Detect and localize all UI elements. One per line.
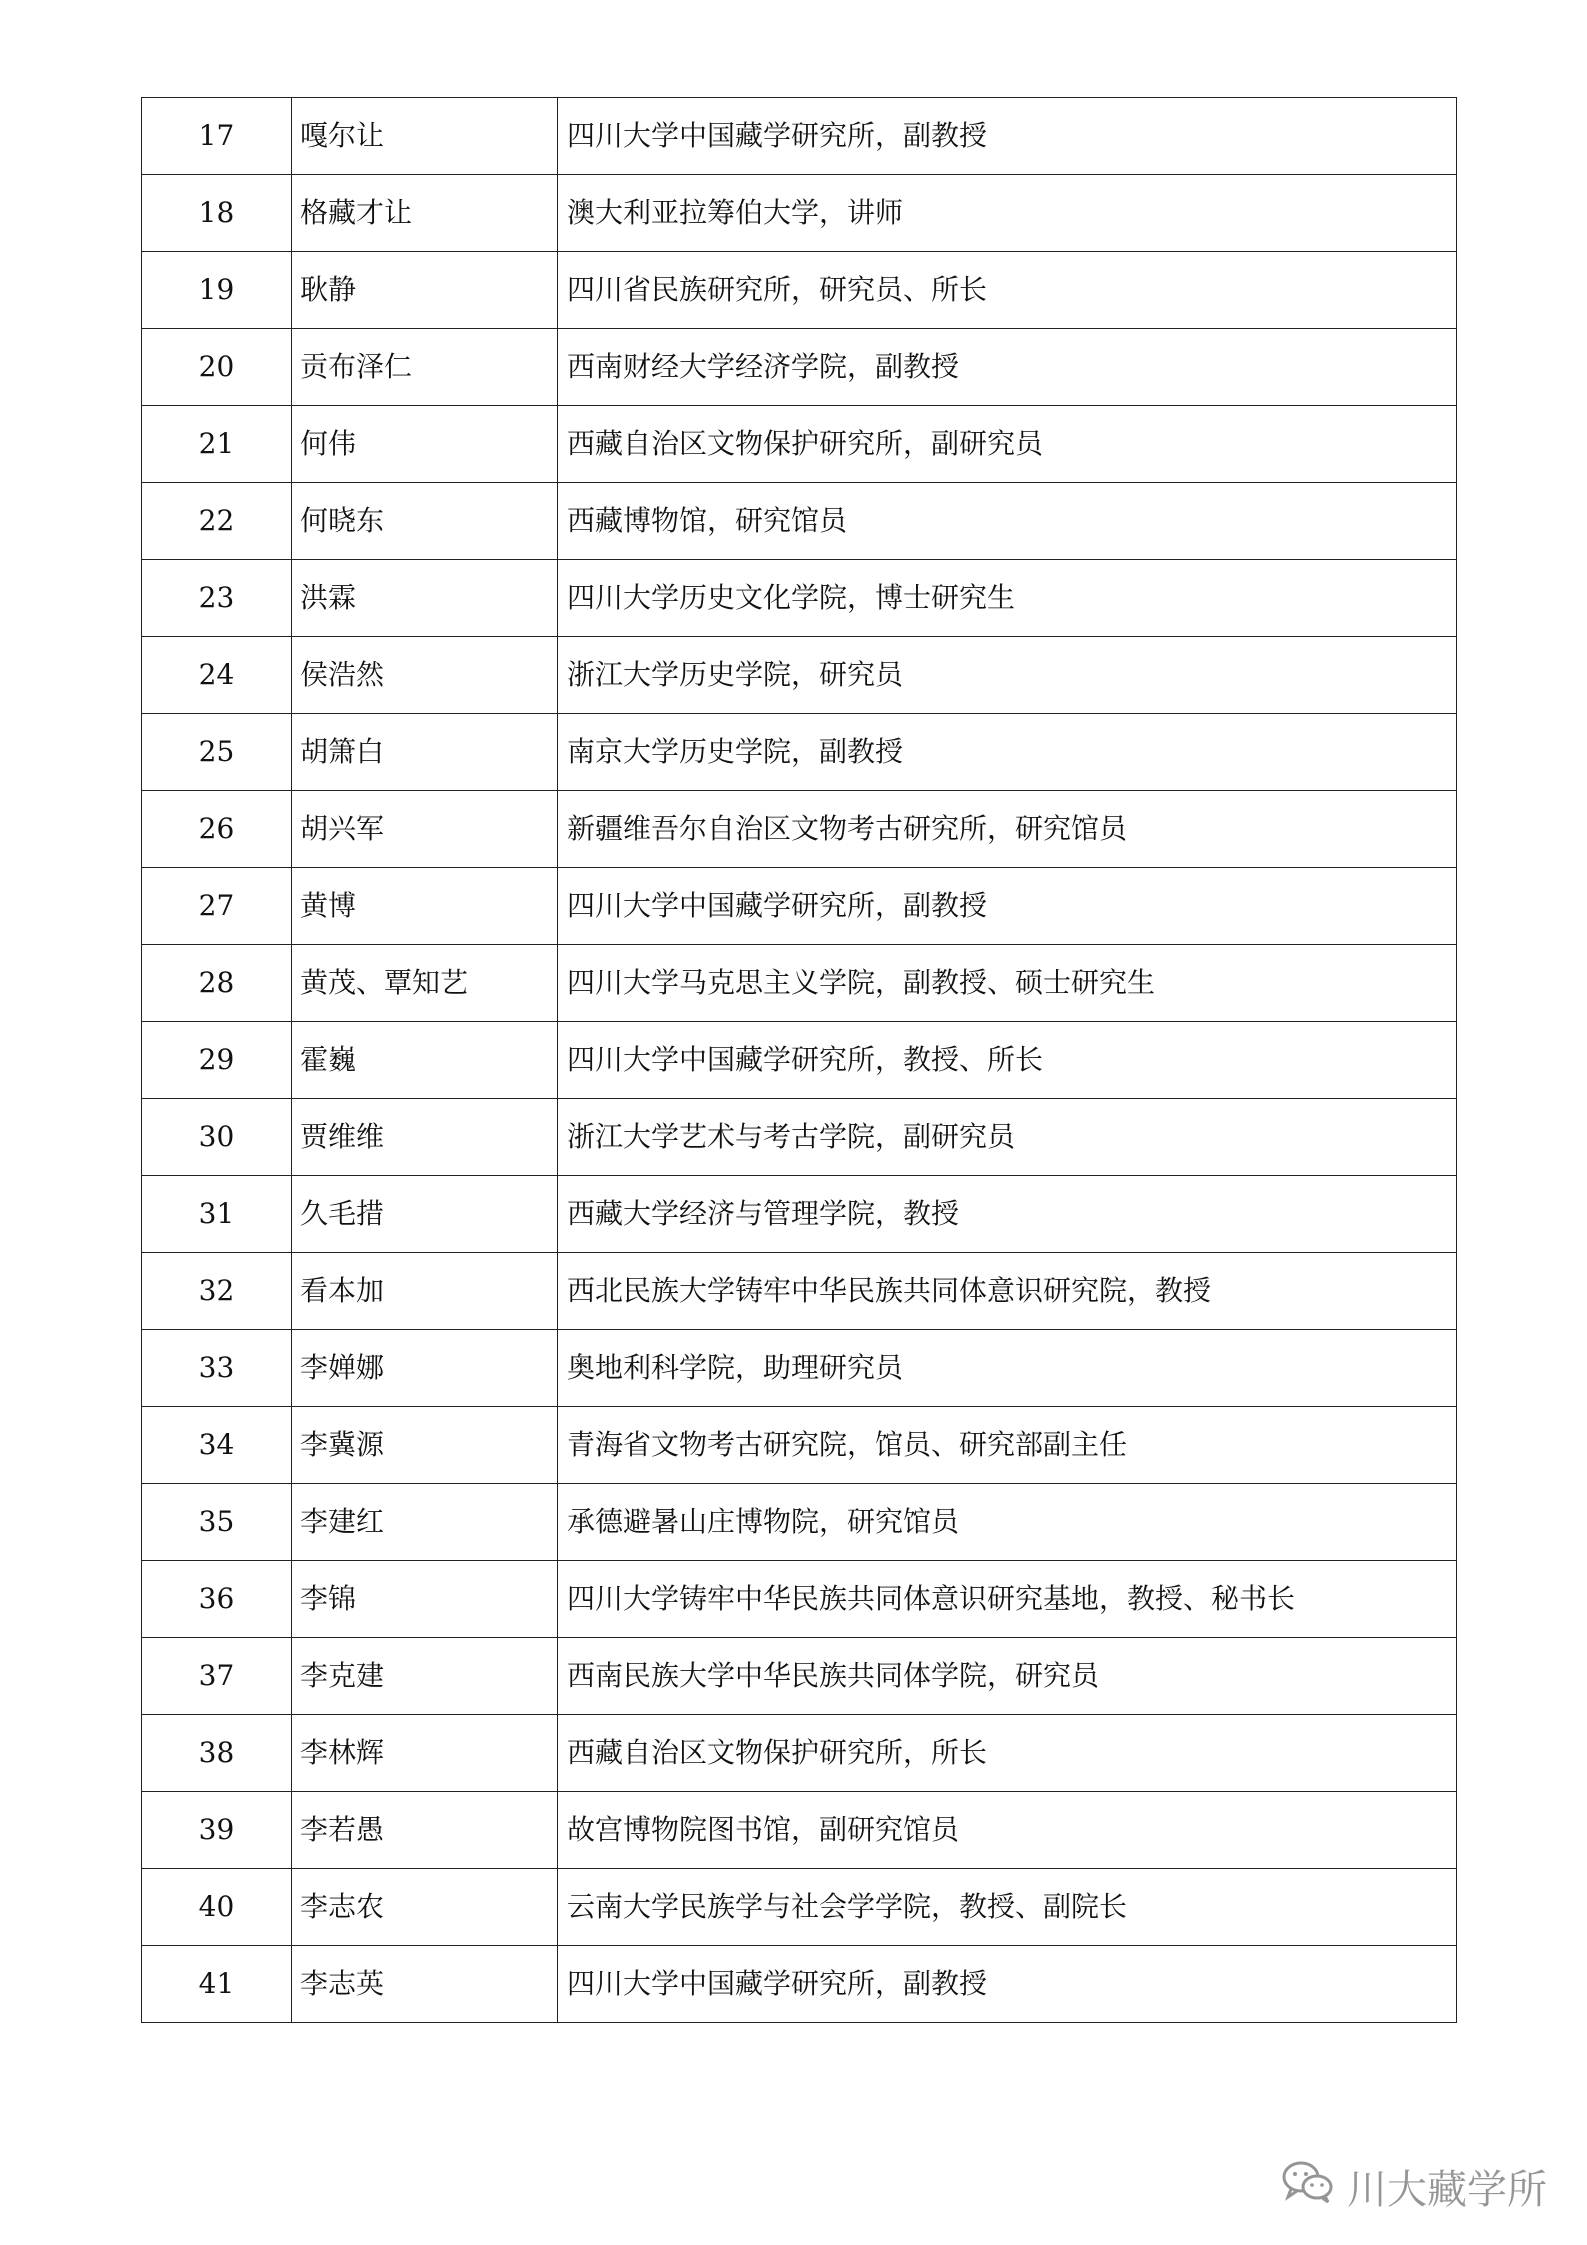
- row-number: 25: [142, 714, 292, 791]
- table-row: [142, 1407, 1457, 1484]
- wechat-icon: [1281, 2159, 1335, 2215]
- participant-name: 李若愚: [292, 1792, 558, 1869]
- participant-affiliation: 四川大学铸牢中华民族共同体意识研究基地，教授、秘书长: [558, 1561, 1457, 1638]
- row-number: 39: [142, 1792, 292, 1869]
- participant-name: 嘎尔让: [292, 98, 558, 175]
- participant-name: 看本加: [292, 1253, 558, 1330]
- participant-name: 李婵娜: [292, 1330, 558, 1407]
- participant-affiliation: 四川省民族研究所，研究员、所长: [558, 252, 1457, 329]
- table-row: [142, 560, 1457, 637]
- table-row: [142, 1022, 1457, 1099]
- participant-name: 黄博: [292, 868, 558, 945]
- participant-name: 久毛措: [292, 1176, 558, 1253]
- participant-name: 李志英: [292, 1946, 558, 2023]
- participant-affiliation: 四川大学历史文化学院，博士研究生: [558, 560, 1457, 637]
- watermark: [1281, 2158, 1547, 2215]
- participant-affiliation: 青海省文物考古研究院，馆员、研究部副主任: [558, 1407, 1457, 1484]
- watermark-text: 川大藏学所: [1347, 2167, 1547, 2213]
- participant-name: 何伟: [292, 406, 558, 483]
- participant-affiliation: 西南财经大学经济学院，副教授: [558, 329, 1457, 406]
- participant-name: 李林辉: [292, 1715, 558, 1792]
- participant-affiliation: 西藏自治区文物保护研究所，所长: [558, 1715, 1457, 1792]
- row-number: 30: [142, 1099, 292, 1176]
- participant-name: 贡布泽仁: [292, 329, 558, 406]
- participant-name: 何晓东: [292, 483, 558, 560]
- table-row: [142, 945, 1457, 1022]
- row-number: 18: [142, 175, 292, 252]
- participant-affiliation: 四川大学中国藏学研究所，副教授: [558, 1946, 1457, 2023]
- participant-affiliation: 故宫博物院图书馆，副研究馆员: [558, 1792, 1457, 1869]
- participant-affiliation: 西藏自治区文物保护研究所，副研究员: [558, 406, 1457, 483]
- table-row: [142, 637, 1457, 714]
- participant-table: [141, 97, 1457, 2023]
- participant-name: 胡兴军: [292, 791, 558, 868]
- participant-name: 耿静: [292, 252, 558, 329]
- table-row: [142, 175, 1457, 252]
- table-row: [142, 1176, 1457, 1253]
- row-number: 37: [142, 1638, 292, 1715]
- table-row: [142, 1869, 1457, 1946]
- participant-affiliation: 承德避暑山庄博物院，研究馆员: [558, 1484, 1457, 1561]
- row-number: 41: [142, 1946, 292, 2023]
- row-number: 20: [142, 329, 292, 406]
- table-row: [142, 1715, 1457, 1792]
- participant-affiliation: 云南大学民族学与社会学学院，教授、副院长: [558, 1869, 1457, 1946]
- row-number: 32: [142, 1253, 292, 1330]
- participant-name: 李克建: [292, 1638, 558, 1715]
- row-number: 26: [142, 791, 292, 868]
- participant-affiliation: 澳大利亚拉筹伯大学，讲师: [558, 175, 1457, 252]
- participant-affiliation: 四川大学中国藏学研究所，副教授: [558, 868, 1457, 945]
- participant-name: 胡箫白: [292, 714, 558, 791]
- table-row: [142, 252, 1457, 329]
- participant-affiliation: 西南民族大学中华民族共同体学院，研究员: [558, 1638, 1457, 1715]
- participant-name: 格藏才让: [292, 175, 558, 252]
- participant-affiliation: 西藏博物馆，研究馆员: [558, 483, 1457, 560]
- row-number: 38: [142, 1715, 292, 1792]
- participant-name: 李冀源: [292, 1407, 558, 1484]
- participant-affiliation: 西北民族大学铸牢中华民族共同体意识研究院，教授: [558, 1253, 1457, 1330]
- table-row: [142, 329, 1457, 406]
- participant-affiliation: 南京大学历史学院，副教授: [558, 714, 1457, 791]
- table-row: [142, 1638, 1457, 1715]
- table-row: [142, 1946, 1457, 2023]
- participant-affiliation: 四川大学马克思主义学院，副教授、硕士研究生: [558, 945, 1457, 1022]
- table-row: [142, 1792, 1457, 1869]
- row-number: 31: [142, 1176, 292, 1253]
- participant-name: 李志农: [292, 1869, 558, 1946]
- table-row: [142, 714, 1457, 791]
- participant-name: 黄茂、覃知艺: [292, 945, 558, 1022]
- table-row: [142, 98, 1457, 175]
- table-row: [142, 1253, 1457, 1330]
- participant-name: 霍巍: [292, 1022, 558, 1099]
- participant-affiliation: 新疆维吾尔自治区文物考古研究所，研究馆员: [558, 791, 1457, 868]
- table-row: [142, 1561, 1457, 1638]
- participant-affiliation: 浙江大学历史学院，研究员: [558, 637, 1457, 714]
- row-number: 34: [142, 1407, 292, 1484]
- participant-affiliation: 四川大学中国藏学研究所，教授、所长: [558, 1022, 1457, 1099]
- table-row: [142, 483, 1457, 560]
- participant-affiliation: 浙江大学艺术与考古学院，副研究员: [558, 1099, 1457, 1176]
- participant-name: 贾维维: [292, 1099, 558, 1176]
- row-number: 24: [142, 637, 292, 714]
- row-number: 22: [142, 483, 292, 560]
- participant-affiliation: 奥地利科学院，助理研究员: [558, 1330, 1457, 1407]
- row-number: 23: [142, 560, 292, 637]
- row-number: 17: [142, 98, 292, 175]
- participant-affiliation: 四川大学中国藏学研究所，副教授: [558, 98, 1457, 175]
- row-number: 21: [142, 406, 292, 483]
- row-number: 35: [142, 1484, 292, 1561]
- table-row: [142, 406, 1457, 483]
- row-number: 29: [142, 1022, 292, 1099]
- row-number: 27: [142, 868, 292, 945]
- row-number: 33: [142, 1330, 292, 1407]
- participant-table-body: [142, 98, 1457, 2023]
- row-number: 19: [142, 252, 292, 329]
- table-row: [142, 868, 1457, 945]
- participant-affiliation: 西藏大学经济与管理学院，教授: [558, 1176, 1457, 1253]
- table-row: [142, 1099, 1457, 1176]
- table-row: [142, 791, 1457, 868]
- table-row: [142, 1484, 1457, 1561]
- participant-name: 李锦: [292, 1561, 558, 1638]
- participant-name: 洪霖: [292, 560, 558, 637]
- participant-name: 李建红: [292, 1484, 558, 1561]
- participant-name: 侯浩然: [292, 637, 558, 714]
- row-number: 28: [142, 945, 292, 1022]
- table-row: [142, 1330, 1457, 1407]
- row-number: 36: [142, 1561, 292, 1638]
- row-number: 40: [142, 1869, 292, 1946]
